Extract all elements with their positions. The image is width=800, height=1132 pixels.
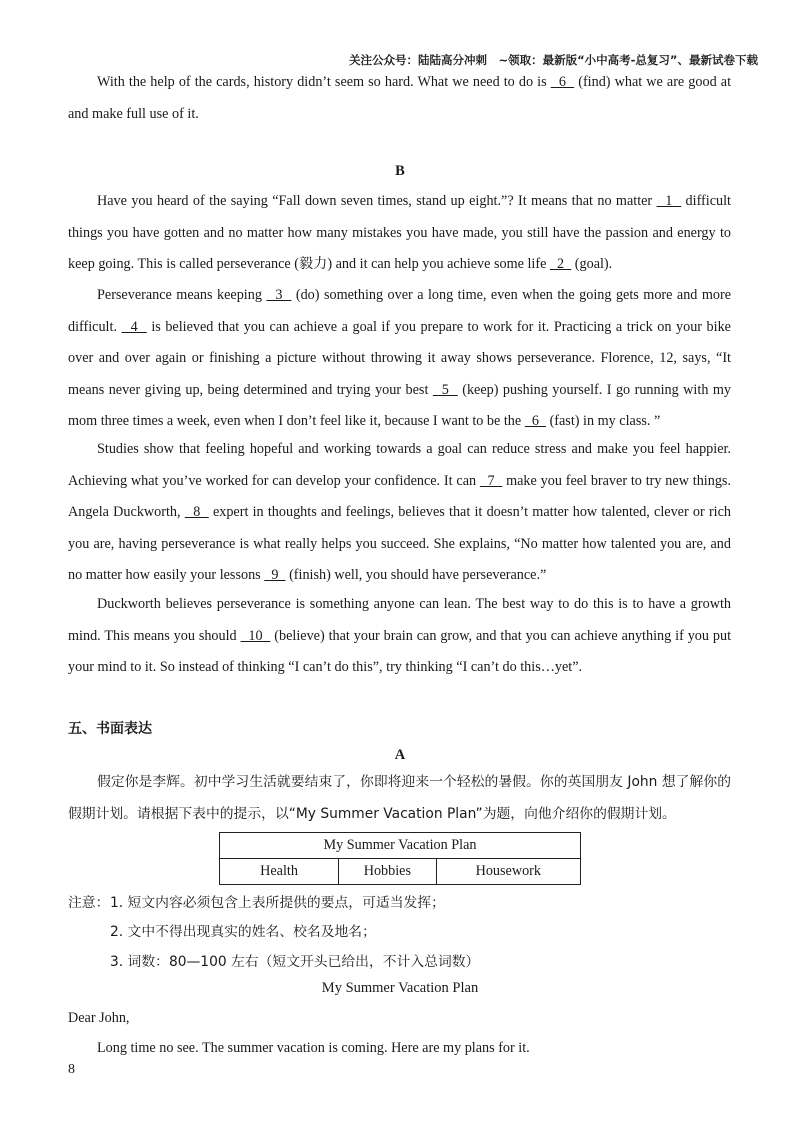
text: (finish) well, you should have perseverance.”	[285, 567, 547, 583]
text: Perseverance means keeping	[97, 287, 267, 303]
table-row	[220, 833, 581, 859]
page-number: 8	[68, 1062, 75, 1077]
paragraph-1	[68, 186, 731, 281]
paragraph-3	[68, 434, 731, 592]
blank-6b: 6	[524, 413, 547, 429]
note-item-3: 3. 词数：80—100 左右（短文开头已给出，不计入总词数）	[110, 954, 480, 970]
page-header: 关注公众号：陆陆高分冲刺 ~领取：最新版“小中高考-总复习”、最新试卷下载	[348, 53, 758, 67]
text: Have you heard of the saying “Fall down seven times, stand up eight.”? It means that no matter	[97, 193, 657, 209]
blank-4: 4	[121, 318, 147, 335]
blank-2: 2	[549, 256, 572, 272]
plan-table	[219, 832, 581, 885]
part-b-heading: B	[395, 163, 405, 179]
blank-9: 9	[264, 567, 286, 583]
table-cell-health: Health	[220, 859, 339, 885]
paragraph-4	[68, 589, 731, 684]
text: (do) something over a long time, even when the going gets more and more difficult.	[68, 287, 732, 335]
essay-title: My Summer Vacation Plan	[321, 980, 479, 996]
opening-sentence: Long time no see. The summer vacation is coming. Here are my plans for it.	[97, 1040, 530, 1056]
writing-heading: A	[394, 747, 406, 763]
table-title: My Summer Vacation Plan	[220, 833, 581, 859]
text: (keep) pushing yourself. I go running with my mom three times a week, even when I don’t feel like it, because I want to be the	[68, 381, 731, 429]
section-title: 五、书面表达	[68, 721, 152, 737]
note-item-1: 1. 短文内容必须包含上表所提供的要点，可适当发挥；	[110, 895, 445, 911]
blank-3: 3	[266, 287, 292, 303]
table-cell-hobbies: Hobbies	[339, 859, 436, 885]
blank-6: 6	[550, 74, 575, 90]
text: expert in thoughts and feelings, believes that it doesn’t matter how talented, clever or rich you are, having perseverance is what really helps you succeed. She explains, “No matter how talented you are, and no matter how easily your lessons	[68, 504, 732, 583]
paragraph-2	[68, 280, 731, 438]
text: (fast) in my class. ”	[546, 413, 661, 429]
text: Duckworth believes perseverance is something anyone can lean. The best way to do this is to have a growth mind. This means you should	[68, 596, 731, 644]
text: (believe) that your brain can grow, and that you can achieve anything if you put your mind to it. So instead of thinking “I can’t do this”, try thinking “I can’t do this…yet”.	[68, 627, 732, 675]
blank-8: 8	[184, 504, 209, 520]
text: Studies show that feeling hopeful and working towards a goal can reduce stress and make you feel happier. Achieving what you’ve worked for can develop your confidence. It can	[68, 441, 731, 489]
text: is believed that you can achieve a goal if you prepare to work for it. Practicing a trick on your bike over and over again or finishing a picture without throwing it away shows perseverance. Florence, 12, says, “It means never giving up, being determined and trying your best	[68, 318, 731, 398]
blank-1: 1	[656, 193, 682, 209]
text: make you feel braver to try new things. Angela Duckworth,	[68, 472, 731, 520]
blank-10: 10	[240, 627, 271, 644]
section-a-tail	[68, 67, 731, 130]
notes-label: 注意：	[68, 895, 110, 911]
table-row	[220, 859, 581, 885]
salutation: Dear John,	[68, 1010, 130, 1026]
text: With the help of the cards, history didn’t seem so hard. What we need to do is	[97, 74, 551, 90]
note-item-2: 2. 文中不得出现真实的姓名、校名及地名；	[110, 924, 376, 940]
blank-5: 5	[432, 381, 458, 398]
blank-7: 7	[479, 472, 503, 489]
table-cell-housework: Housework	[436, 859, 580, 885]
text: (goal).	[571, 256, 613, 272]
text: difficult things you have gotten and no matter how many mistakes you have made, you still have the passion and energy to keep going. This is called perseverance (毅力) and it can help you achieve some life	[68, 193, 731, 272]
text: (find) what we are good at and make full use of it.	[68, 74, 732, 122]
writing-prompt: 假定你是李辉。初中学习生活就要结束了，你即将迎来一个轻松的暑假。你的英国朋友 John 想了解你的假期计划。请根据下表中的提示，以“My Summer Vacation Plan”为题，向他介绍你的假期计划。	[68, 774, 731, 822]
